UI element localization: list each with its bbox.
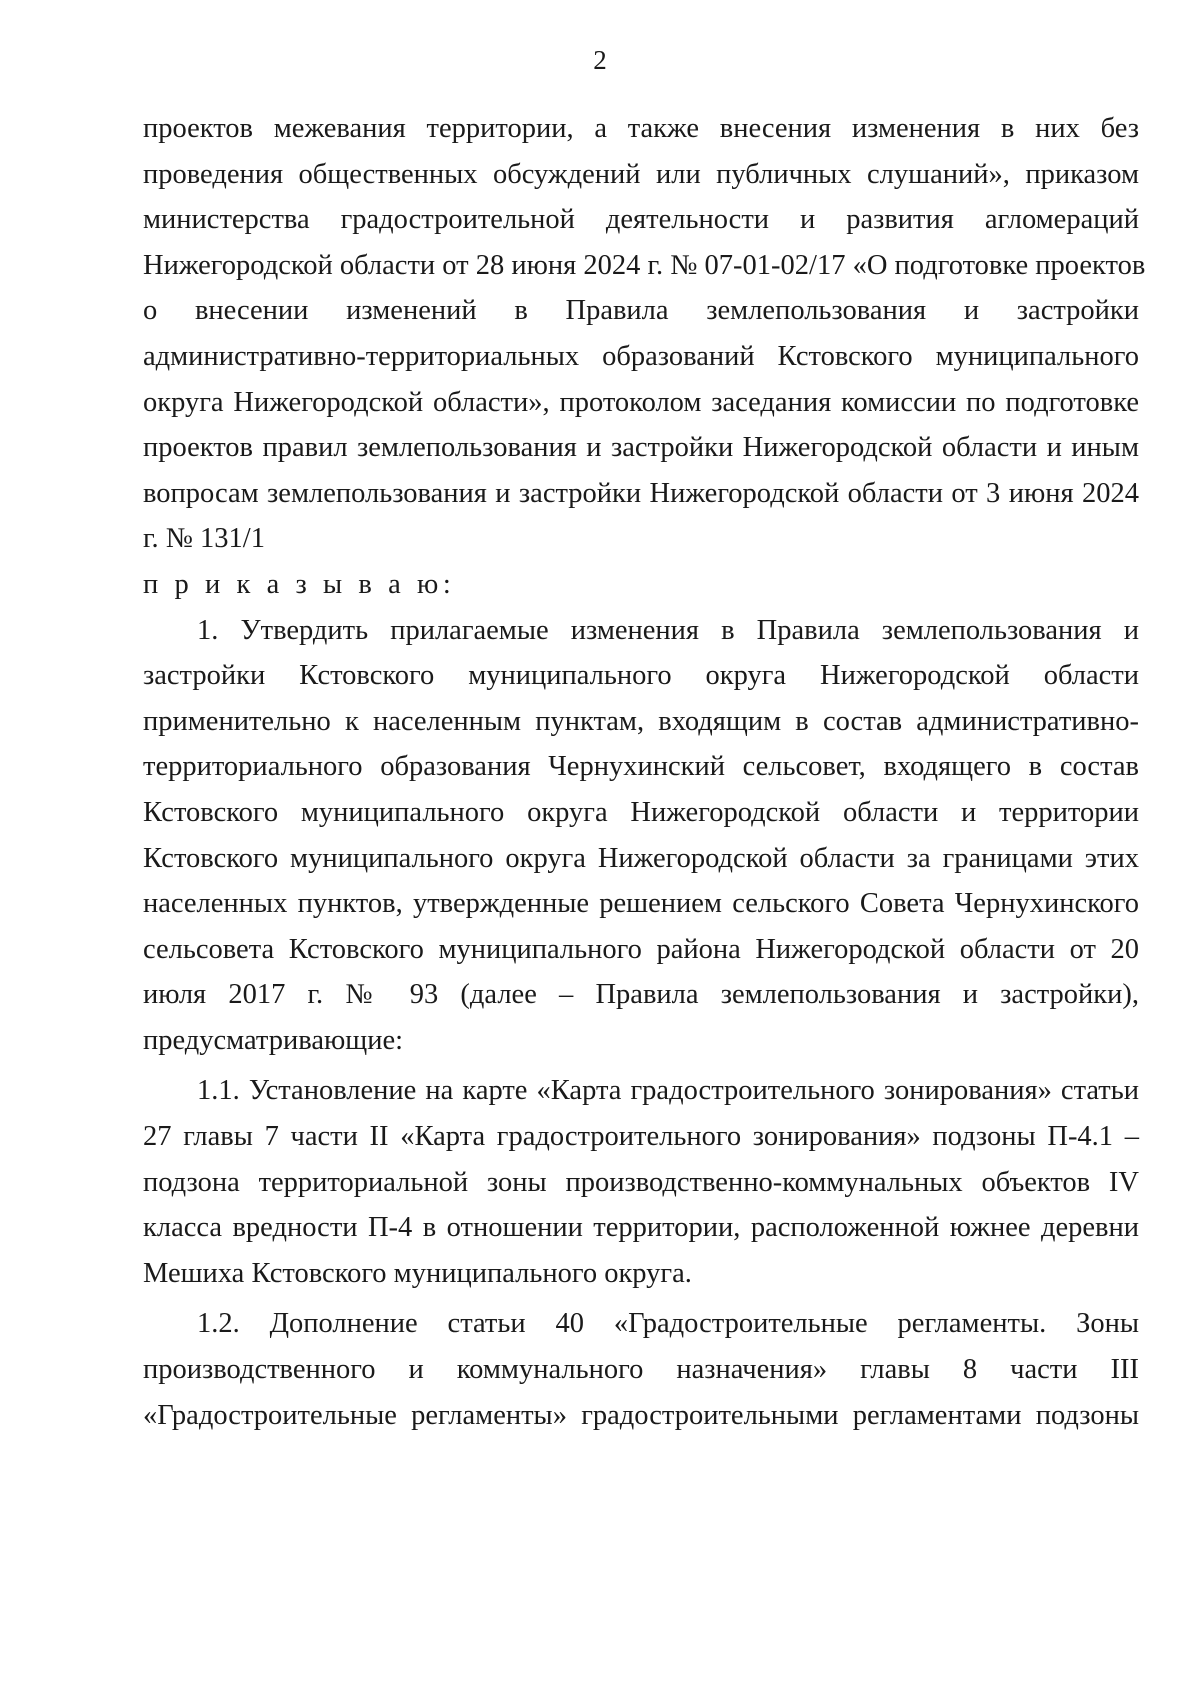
text-line: применительно к населенным пунктам, входящим в состав административно- [143,705,1139,737]
text-line: застройки Кстовского муниципального округа Нижегородской области [143,660,1139,692]
text-line: Кстовского муниципального округа Нижегородской области за границами этих [143,842,1139,874]
text-line: Нижегородской области от 28 июня 2024 г. № 07-01-02/17 «О подготовке проектов [143,249,1146,281]
text-line: проектов межевания территории, а также внесения изменения в них без [143,113,1139,144]
item-1-1 [143,1068,1139,1296]
text-line: территориального образования Чернухинский сельсовет, входящего в состав [143,751,1139,783]
page-number: 2 [593,45,607,75]
text-line: министерства градостроительной деятельности и развития агломераций [143,204,1139,236]
text-line: «Градостроительные регламенты» градостроительными регламентами подзоны [143,1399,1139,1431]
text-line: Кстовского муниципального округа Нижегородской области и территории [143,796,1139,828]
text-line: 1. Утвердить прилагаемые изменения в Правила землепользования и [197,614,1139,646]
paragraph-intro [143,106,1146,562]
text-line: предусматривающие: [143,1024,404,1056]
text-line: класса вредности П-4 в отношении территории, расположенной южнее деревни [143,1212,1139,1244]
text-line: проектов правил землепользования и застройки Нижегородской области и иным [143,432,1139,464]
item-1 [143,608,1139,1064]
text-line: административно-территориальных образований Кстовского муниципального [143,340,1139,372]
text-line: сельсовета Кстовского муниципального района Нижегородской области от 20 [143,933,1139,965]
text-line: подзона территориальной зоны производственно-коммунальных объектов IV [143,1166,1139,1198]
text-line: 1.1. Установление на карте «Карта градостроительного зонирования» статьи [197,1075,1139,1107]
document-body [143,106,1146,1438]
text-line: 27 главы 7 части II «Карта градостроительного зонирования» подзоны П-4.1 – [143,1121,1139,1153]
text-line: проведения общественных обсуждений или публичных слушаний», приказом [143,158,1139,190]
text-line: округа Нижегородской области», протоколом заседания комиссии по подготовке [143,386,1139,418]
order-word: п р и к а з ы в а ю: [143,568,456,600]
text-line: о внесении изменений в Правила землепользования и застройки [143,295,1139,327]
item-1-2 [143,1301,1139,1438]
text-line: 1.2. Дополнение статьи 40 «Градостроительные регламенты. Зоны [197,1308,1139,1340]
text-line: Мешиха Кстовского муниципального округа. [143,1257,692,1289]
text-line: вопросам землепользования и застройки Нижегородской области от 3 июня 2024 [143,477,1139,509]
text-line: производственного и коммунального назначения» главы 8 части III [143,1354,1139,1386]
text-line: населенных пунктов, утвержденные решением сельского Совета Чернухинского [143,888,1139,920]
text-line: г. № 131/1 [143,523,265,555]
text-line: июля 2017 г. № 93 (далее – Правила землепользования и застройки), [143,979,1139,1011]
